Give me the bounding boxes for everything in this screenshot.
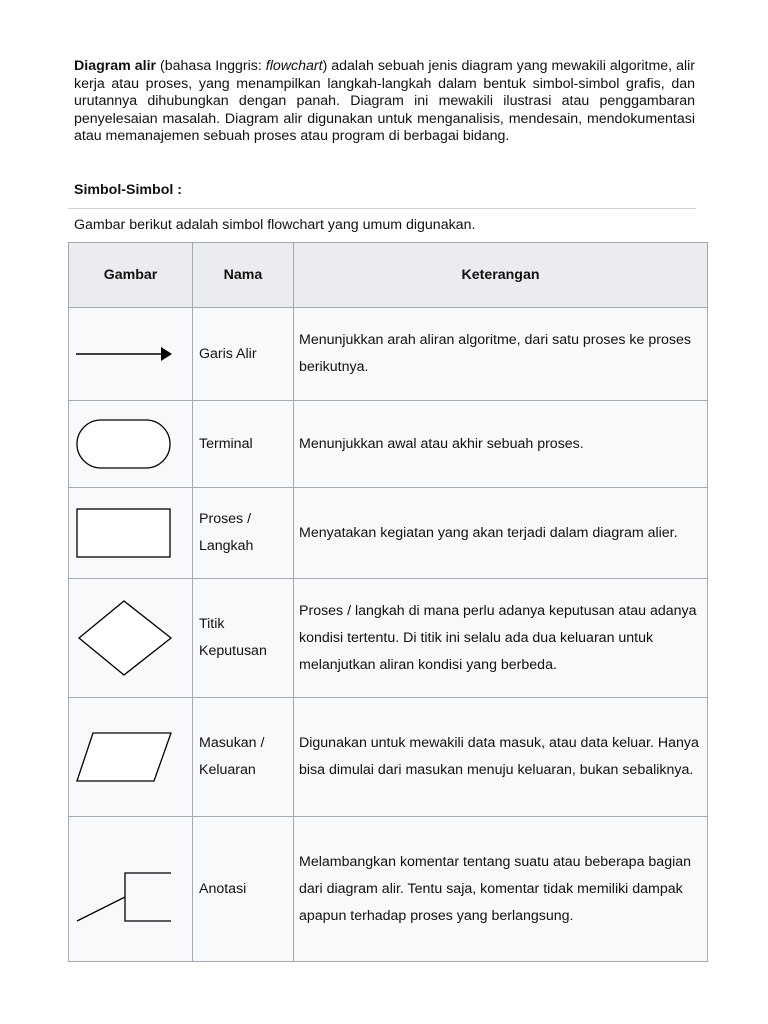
diamond-shape-icon bbox=[69, 596, 191, 680]
intro-term: Diagram alir bbox=[74, 58, 157, 74]
symbol-description: Menunjukkan awal atau akhir sebuah proses. bbox=[294, 401, 708, 488]
symbol-description: Proses / langkah di mana perlu adanya keputusan atau adanya kondisi tertentu. Di titik ini selalu ada dua keluaran untuk melanjutkan aliran kondisi yang berbeda. bbox=[294, 579, 708, 698]
table-row bbox=[69, 579, 708, 698]
symbol-description: Digunakan untuk mewakili data masuk, atau data keluar. Hanya bisa dimulai dari masukan menuju keluaran, bukan sebaliknya. bbox=[294, 698, 708, 817]
intro-open-paren: (bahasa Inggris: bbox=[160, 58, 266, 74]
annotation-shape-icon bbox=[69, 849, 191, 929]
intro-paragraph bbox=[74, 58, 695, 146]
header-nama: Nama bbox=[193, 243, 294, 308]
intro-english-term: flowchart bbox=[265, 58, 323, 74]
symbol-cell bbox=[69, 488, 193, 579]
table-header-row bbox=[69, 243, 708, 308]
lead-text: Gambar berikut adalah simbol flowchart yang umum digunakan. bbox=[74, 217, 476, 233]
symbol-cell bbox=[69, 308, 193, 401]
rectangle-shape-icon bbox=[69, 503, 191, 563]
table-row bbox=[69, 698, 708, 817]
symbol-name: Garis Alir bbox=[193, 308, 294, 401]
table-row bbox=[69, 488, 708, 579]
symbol-cell bbox=[69, 579, 193, 698]
heading-divider bbox=[68, 208, 696, 209]
symbol-name: Terminal bbox=[193, 401, 294, 488]
symbol-name: Anotasi bbox=[193, 817, 294, 962]
symbol-cell bbox=[69, 401, 193, 488]
header-keterangan: Keterangan bbox=[294, 243, 708, 308]
intro-body: ) adalah sebuah jenis diagram yang mewakili algoritme, alir kerja atau proses, yang menampilkan langkah-langkah dalam bentuk simbol-simbol grafis, dan urutannya dihubungkan dengan panah. Diagram ini mewakili ilustrasi atau penggambaran penyelesaian masalah. Diagram alir digunakan untuk menganalisis, mendesain, mendokumentasi atau memanajemen sebuah proses atau program di berbagai bidang. bbox=[74, 58, 696, 144]
symbol-name: Titik Keputusan bbox=[193, 579, 294, 698]
header-gambar: Gambar bbox=[69, 243, 193, 308]
terminal-shape-icon bbox=[69, 414, 191, 474]
symbol-description: Melambangkan komentar tentang suatu atau beberapa bagian dari diagram alir. Tentu saja, komentar tidak memiliki dampak apapun terhadap proses yang berlangsung. bbox=[294, 817, 708, 962]
symbol-name: Proses / Langkah bbox=[193, 488, 294, 579]
table-row bbox=[69, 308, 708, 401]
parallelogram-shape-icon bbox=[69, 727, 191, 787]
section-heading: Simbol-Simbol : bbox=[74, 182, 182, 198]
arrow-icon bbox=[69, 334, 191, 374]
table-row bbox=[69, 401, 708, 488]
symbol-description: Menunjukkan arah aliran algoritme, dari satu proses ke proses berikutnya. bbox=[294, 308, 708, 401]
table-row bbox=[69, 817, 708, 962]
symbol-name: Masukan / Keluaran bbox=[193, 698, 294, 817]
symbol-cell bbox=[69, 698, 193, 817]
symbol-description: Menyatakan kegiatan yang akan terjadi dalam diagram alier. bbox=[294, 488, 708, 579]
symbol-cell bbox=[69, 817, 193, 962]
flowchart-symbol-table bbox=[68, 242, 708, 962]
